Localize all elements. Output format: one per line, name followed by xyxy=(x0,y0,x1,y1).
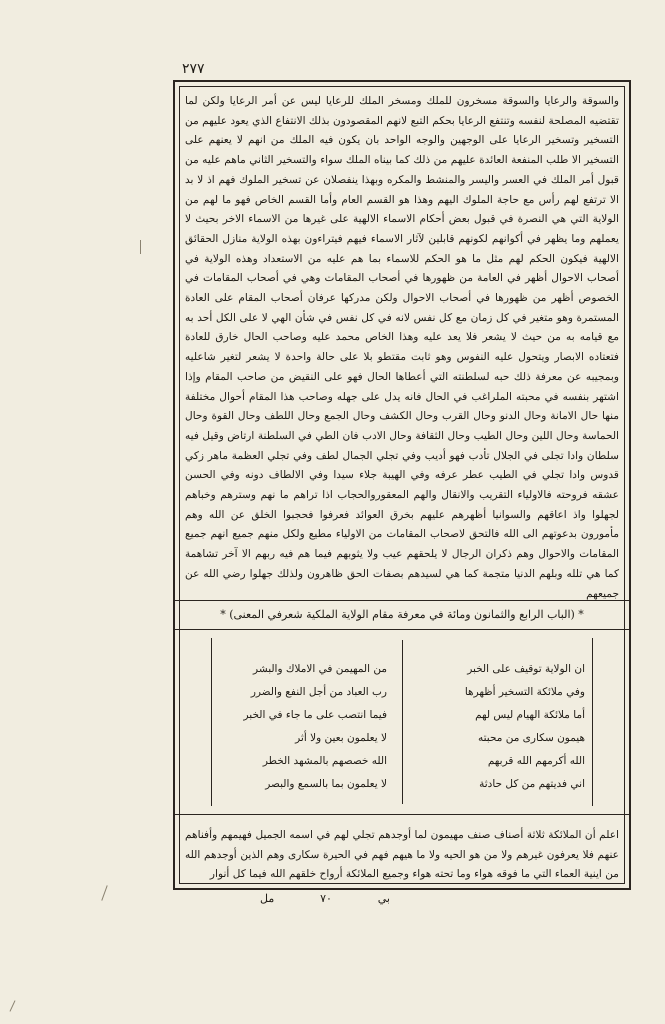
poem-verse: رب العباد من أجل النفع والضرر xyxy=(250,686,387,698)
margin-mark xyxy=(10,1000,16,1011)
margin-mark xyxy=(140,240,141,254)
page-number-top: ٢٧٧ xyxy=(182,61,205,77)
page-frame xyxy=(173,80,631,890)
poem-rule-right xyxy=(592,638,593,806)
footer-left: مل xyxy=(260,892,275,905)
poem-column-left xyxy=(219,658,387,798)
poem-block xyxy=(175,630,629,815)
margin-mark xyxy=(101,885,107,900)
poem-verse: ان الولاية توقيف على الخبر xyxy=(467,663,585,675)
poem-verse: اني فديتهم من كل حادثة xyxy=(479,778,585,790)
poem-verse: أما ملائكة الهيام ليس لهم xyxy=(475,709,585,721)
poem-verse: الله خصصهم بالمشهد الخطر xyxy=(262,755,387,767)
poem-verse: وفي ملائكة التسخير أظهرها xyxy=(464,686,585,698)
poem-verse: الله أكرمهم الله قربهم xyxy=(487,755,585,767)
bottom-text: اعلم أن الملائكة ثلاثة أصناف صنف مهيمون لما أوجدهم تجلي لهم في اسمه الجميل فهيمهم وأفناهم عنهم فلا يعرفون غيرهم ولا من هو الحيه ولا ما هيهم فهم في الحيرة سكارى وهم الذين أوجدهم الله من اينية العماء التي ما فوقه هواء وما تحته هواء وجميع الملائكة أرواح خلقهم الله فيما كل أنوار xyxy=(185,829,619,880)
main-text: والسوقة والرعايا والسوقة مسخرون للملك ومسخر الملك للرعايا ليس عن أمر الرعايا ولكن لما تقتضيه المصلحة لنفسه وتنتفع الرعايا بحكم التبع لانهم المقصودون بذلك الانتفاع الذي يعود عليهم من التسخير وتسخير الرعايا على الوجهين والوجه الواحد بان يكون فيه الملك من انهم لا يعنهم على التسخير الا طلب المنفعة العائدة عليهم من ذلك كما بيناه الملك سواء والتسخير الثاني ماهم عليه من قبول أمر الملك في العسر واليسر والمنشط والمكره وبهذا ينفصلان عن تسخير الملوك فهم اذ لا بد الا ترتفع لهم رأس مع حاجة الملوك اليهم وهذا هو القسم العام وأما القسم الخاص فهو ما لهم من الولاية التي هي النصرة في قبول بعض أحكام الاسماء الالهية على غيرها من الاسماء الاخر بحيث لا يعملهم وما يظهر في أكوانهم لكونهم قابلين لآثار الاسماء فيهم فيتراءون بهذه الولاية منازل الحقائق الالهية فيكون الحكم لهم مثل ما هو الحكم للاسماء بما هم عليه من الاستعداد وهذه الولاية في أصحاب الاحوال أظهر في العامة من ظهورها في أصحاب المقامات وهي في أصحاب المقامات في الخصوص أظهر من ظهورها في أصحاب الاحوال ولكن مدركها عرفان أصحاب المقام على العادة المستمرة وهو متغير في كل زمان مع كل نفس لانه في كل نفس في شأن الهي لا على الكل أحد به مع قيامه به من حيث لا يشعر فلا يعد عليه وهذا الخاص محمد عليه وصاحب الحال خارق للعادة فتعتاده الابصار ويتحول عليه النفوس وهو ثابت مقتطو بلا على حالة واحدة لا يشعر لتغير شاعليه وبمجيبه عن معرفة ذلك حبه لسلطنته التي أعطاها الحال فهو على النقيض من صاحب المقام وإذا اشتهر بنفسه في محبته الملراغب في الحال فانه يدل على جهله وصاحب هذا المقام أحوال مختلفة منها حال الامانة وحال الدنو وحال القرب وحال الكشف وحال الجمع وحال اللطف وحال القوة وحال الحماسة وحال اللين وحال الطيب وحال الثقافة وحال الادب فان الطي في السلطنة ارتاض وقيل فيه سلطان وادا تجلى في الجلال تأدب فهو أديب وفي تجلي الجمال لطف وفي تجلي العظمة ماهر زكي قدوس وادا تجلي في الطيب عطر عرفه وفي الهيبة جلاء سيدا وفي الالطاف دونه وفي الحسن عشقه فروحته فالاولياء التقريب والانقال والهم المعقوروالحجاب اذا تراهم ما نهم وسترهم وخباهم لجهلوا واذ اعاقهم والسوانيا أظهرهم عليهم بخرق العوائد فعرفوا فحجبوا الخلق عن الله وهم مأمورون بدعوتهم الى الله فالتحق لاصحاب المقامات من الاولياء مطيع ولكل منهم جميع انهم جميع المقامات والاحوال وهم ذكران الرجال لا يلحقهم عيب ولا يثوبهم فيما هم فيه ربهم الا آخر تشاهمة كما هي تلله وبلهم الدنيا متجمة كما هي لسيدهم بصفات الحق ظاهرون ولذلك جهلوا رضي الله عن جميعهم xyxy=(185,95,619,600)
poem-verse: فيما انتصب على ما جاء في الخبر xyxy=(243,709,387,721)
poem-verse: هيمون سكارى من محبته xyxy=(478,732,585,744)
chapter-heading: * (الباب الرابع والثمانون ومائة في معرفة مقام الولاية الملكية شعرفي المعنى) * xyxy=(175,600,629,630)
poem-divider xyxy=(402,640,403,804)
footer-center: ٧٠ xyxy=(320,892,332,905)
poem-rule-left xyxy=(211,638,212,806)
poem-verse: لا يعلمون بعين ولا أثر xyxy=(295,732,387,744)
poem-verse: لا يعلمون بما بالسمع والبصر xyxy=(265,778,387,790)
footer xyxy=(260,892,390,905)
poem-column-right xyxy=(417,658,585,798)
footer-right: بي xyxy=(377,892,390,905)
poem-verse: من المهيمن في الاملاك والبشر xyxy=(253,663,387,675)
